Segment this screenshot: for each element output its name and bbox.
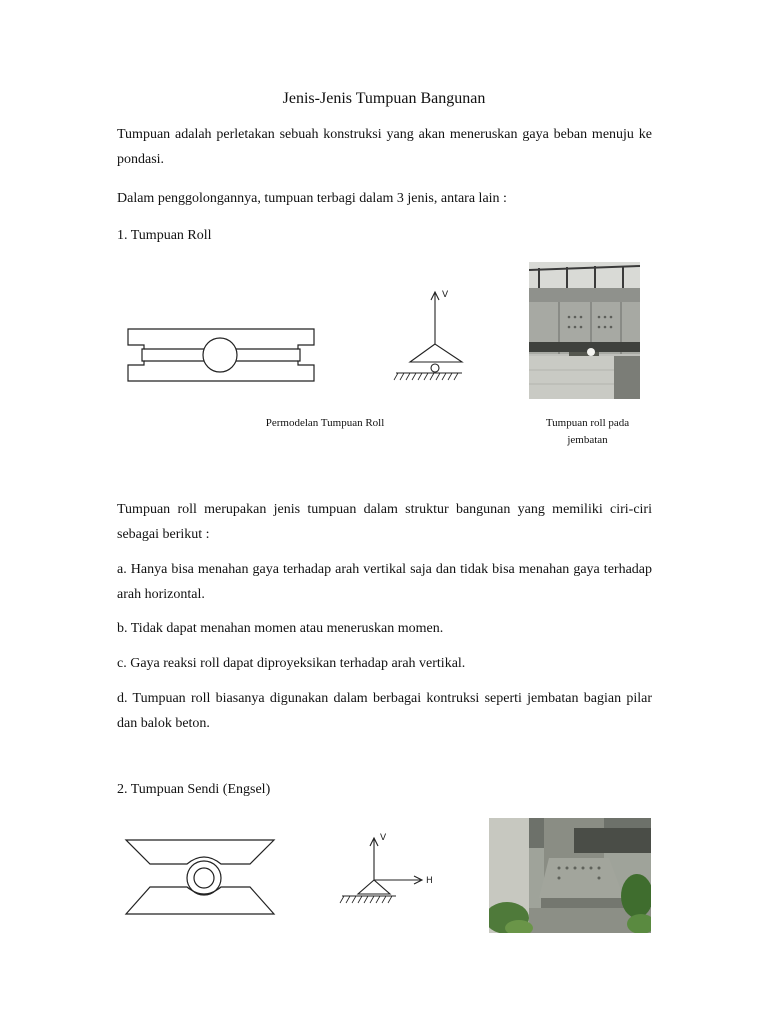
roll-point-d: d. Tumpuan roll biasanya digunakan dalam berbagai kontruksi seperti jembatan bagian pilar dan balok beton. <box>117 691 652 731</box>
roll-photo-caption-line2: jembatan <box>567 434 608 446</box>
roll-photo-caption-line1: Tumpuan roll pada <box>545 417 630 429</box>
pin-h-label: H <box>426 876 433 886</box>
page-title: Jenis-Jenis Tumpuan Bangunan <box>282 90 486 107</box>
roll-photo-caption <box>520 415 655 449</box>
intro-classification: Dalam penggolongannya, tumpuan terbagi dalam 3 jenis, antara lain : <box>117 191 507 206</box>
roll-point-b: b. Tidak dapat menahan momen atau meneruskan momen. <box>117 621 444 636</box>
pin-support-symbol-diagram <box>334 828 444 908</box>
roll-point-c: c. Gaya reaksi roll dapat diproyeksikan terhadap arah vertikal. <box>117 656 466 671</box>
roll-description: Tumpuan roll merupakan jenis tumpuan dalam struktur bangunan yang memiliki ciri-ciri sebagai berikut : <box>117 502 652 542</box>
pin-v-label: V <box>380 833 387 843</box>
pin-bridge-photo <box>489 818 651 933</box>
roll-support-symbol-diagram <box>390 284 470 390</box>
roll-support-model-diagram <box>124 326 319 384</box>
pin-support-model-diagram <box>124 836 284 922</box>
roll-model-caption: Permodelan Tumpuan Roll <box>265 417 385 429</box>
intro-definition: Tumpuan adalah perletakan sebuah konstruksi yang akan meneruskan gaya beban menuju ke pondasi. <box>117 127 652 167</box>
roll-v-label: V <box>442 290 449 300</box>
roll-bridge-photo <box>529 262 640 399</box>
roll-point-a: a. Hanya bisa menahan gaya terhadap arah vertikal saja dan tidak bisa menahan gaya terhadap arah horizontal. <box>117 562 652 602</box>
section-roll-heading: 1. Tumpuan Roll <box>117 228 212 243</box>
section-sendi-heading: 2. Tumpuan Sendi (Engsel) <box>117 782 271 797</box>
